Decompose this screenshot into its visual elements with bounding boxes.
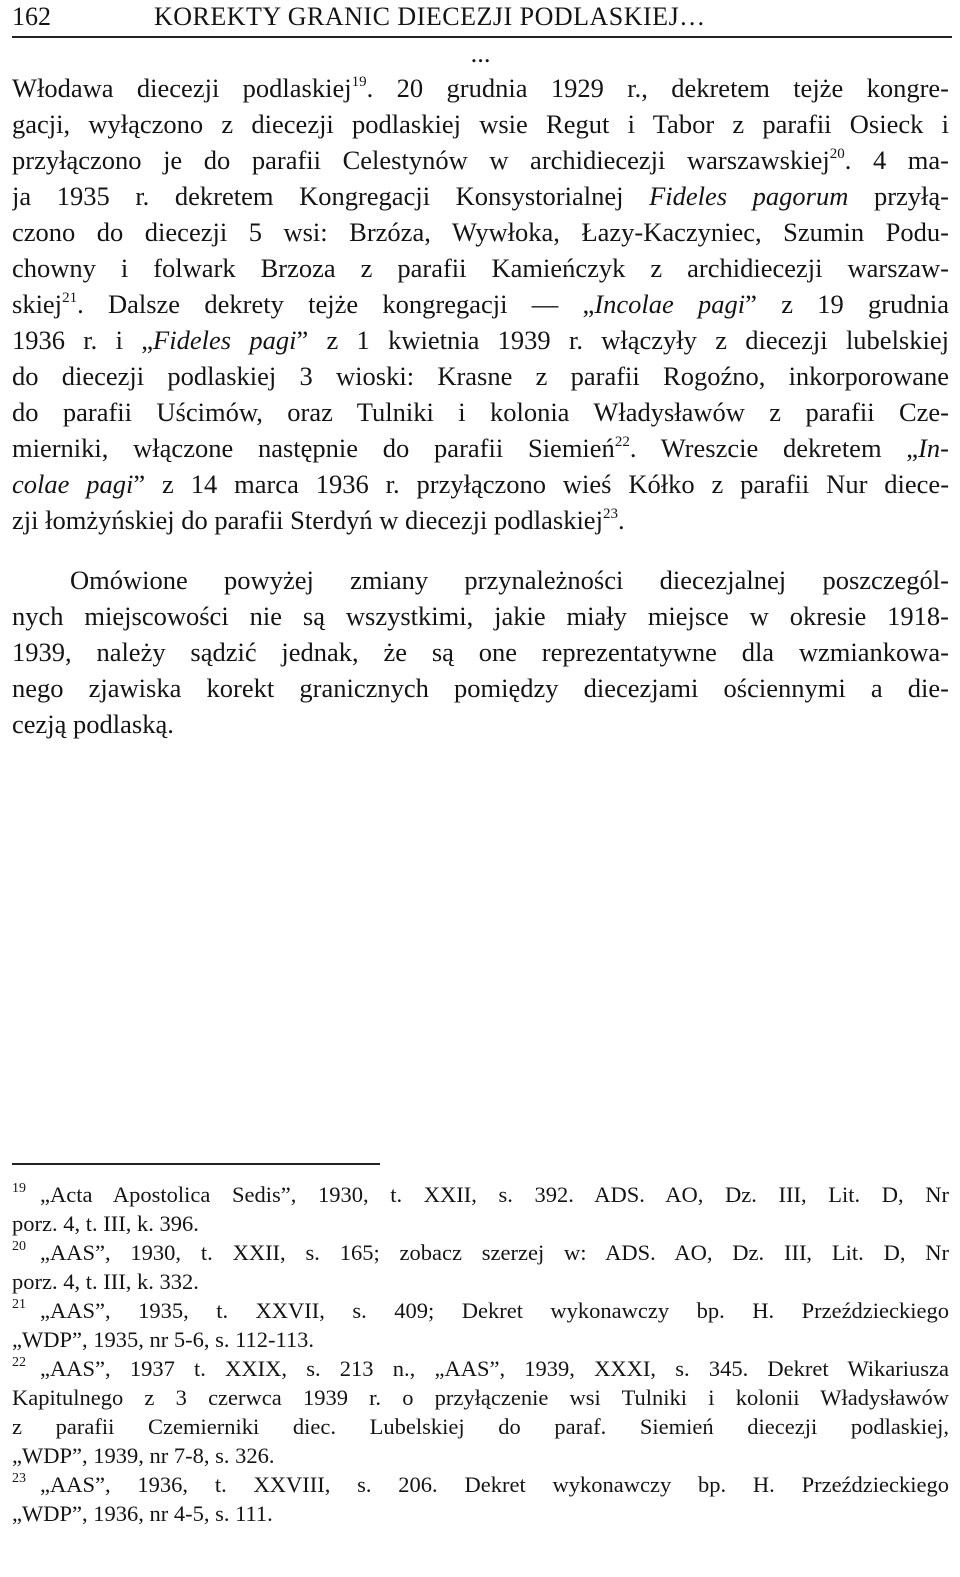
footnote-ref-20: 20	[829, 146, 845, 162]
text-line: mierniki, włączone następnie do parafii Siemień$^{22}$. Wreszcie dekretem „In-	[12, 433, 949, 463]
footnote-separator	[12, 1163, 380, 1165]
footnote-22: $^{22}$ „AAS”, 1937 t. XXIX, s. 213 n., „AAS”, 1939, XXXI, s. 345. Dekret Wikariusza Kapitulnego z 3 czerwca 1939 r. o przyłączenie wsi Tulniki i kolonii Władysławów z parafii Czemierniki diec. Lubelskiej do paraf. Siemień diecezji podlaskiej, „WDP”, 1939, nr 7-8, s. 326.	[12, 1355, 949, 1468]
text-line: czono do diecezji 5 wsi: Brzóza, Wywłoka, Łazy-Kaczyniec, Szumin Podu-	[12, 217, 949, 247]
paragraph-1	[12, 38, 949, 538]
footnote-20: $^{20}$ „AAS”, 1930, t. XXII, s. 165; zobacz szerzej w: ADS. AO, Dz. III, Lit. D, Nr porz. 4, t. III, k. 332.	[12, 1239, 949, 1294]
text-line: do diecezji podlaskiej 3 wioski: Krasne z parafii Rogoźno, inkorporowane	[12, 361, 949, 391]
footnote-23: $^{23}$ „AAS”, 1936, t. XXVIII, s. 206. Dekret wykonawczy bp. H. Przeździeckiego „WDP”, 1936, nr 4-5, s. 111.	[12, 1471, 949, 1526]
text-line: chowny i folwark Brzoza z parafii Kamieńczyk z archidiecezji warszaw-	[12, 253, 949, 283]
page-number: 162	[12, 2, 51, 31]
text-line: ja 1935 r. dekretem Kongregacji Konsystorialnej Fideles pagorum przyłą-	[12, 181, 949, 211]
text-line: 1939, należy sądzić jednak, że są one reprezentatywne dla wzmiankowa-	[12, 637, 949, 667]
text-line: skiej$^{21}$. Dalsze dekrety tejże kongregacji — „Incolae pagi” z 19 grudnia	[12, 289, 949, 319]
text-line: przyłączono je do parafii Celestynów w archidiecezji warszawskiej$^{20}$. 4 ma-	[12, 145, 949, 175]
footnote-19: $^{19}$ „Acta Apostolica Sedis”, 1930, t. XXII, s. 392. ADS. AO, Dz. III, Lit. D, Nr porz. 4, t. III, k. 396.	[12, 1181, 949, 1236]
footnote-ref-22: 22	[614, 434, 630, 450]
footnote-21: $^{21}$ „AAS”, 1935, t. XXVII, s. 409; Dekret wykonawczy bp. H. Przeździeckiego „WDP”, 1935, nr 5-6, s. 112-113.	[12, 1297, 949, 1352]
footnote-ref-19: 19	[351, 74, 367, 90]
text-line: cezją podlaską.	[12, 709, 174, 739]
text-line: do parafii Uścimów, oraz Tulniki i kolonia Władysławów z parafii Cze-	[12, 397, 949, 427]
paragraph-2	[12, 562, 949, 742]
text-line: nych miejscowości nie są wszystkimi, jakie miały miejsce w okresie 1918-	[12, 601, 949, 631]
text-line: zji łomżyńskiej do parafii Sterdyń w diecezji podlaskiej$^{23}$.	[12, 505, 625, 535]
text-line: Włodawa diecezji podlaskiej$^{19}$. 20 grudnia 1929 r., dekretem tejże kongre-	[12, 73, 949, 103]
running-title: KOREKTY GRANIC DIECEZJI PODLASKIEJ…	[154, 2, 706, 31]
text-line: Omówione powyżej zmiany przynależności diecezjalnej poszczegól-	[70, 565, 949, 595]
footnotes	[12, 1180, 949, 1528]
text-line: colae pagi” z 14 marca 1936 r. przyłączono wieś Kółko z parafii Nur diece-	[12, 469, 949, 499]
text-line: ...	[470, 38, 491, 68]
text-line: nego zjawiska korekt granicznych pomiędzy diecezjami ościennymi a die-	[12, 673, 949, 703]
page-header	[12, 0, 952, 40]
text-line: gacji, wyłączono z diecezji podlaskiej wsie Regut i Tabor z parafii Osieck i	[12, 109, 949, 139]
text-line: 1936 r. i „Fideles pagi” z 1 kwietnia 1939 r. włączyły z diecezji lubelskiej	[12, 325, 949, 355]
footnote-ref-21: 21	[62, 290, 78, 306]
footnote-ref-23: 23	[602, 506, 618, 522]
